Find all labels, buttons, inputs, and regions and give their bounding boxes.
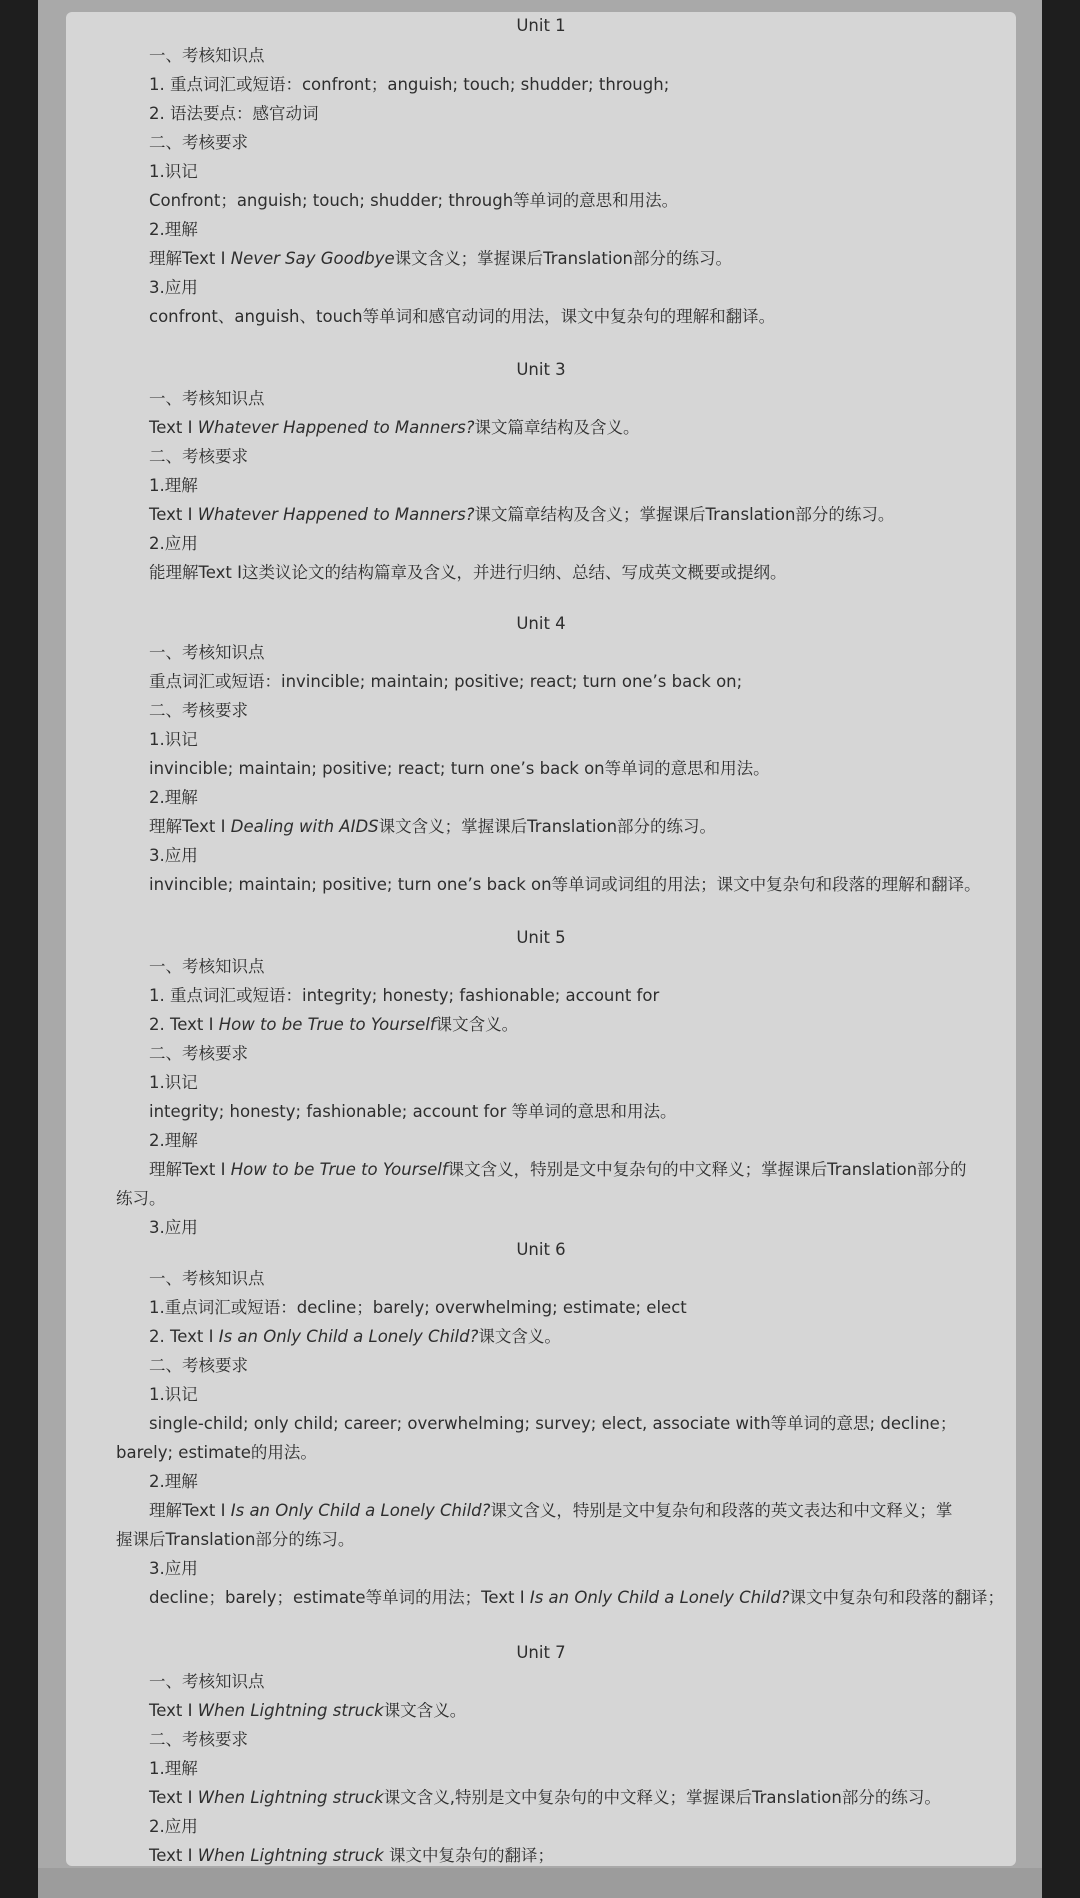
section-heading: 二、考核要求 [149, 1356, 248, 1375]
unit-title: Unit 7 [516, 1643, 566, 1662]
knowledge-item: 2. Text I Is an Only Child a Lonely Child?课文含义。 [149, 1327, 561, 1346]
requirement-label: 2.应用 [149, 1817, 198, 1836]
requirement-text: 理解Text I Dealing with AIDS课文含义；掌握课后Translation部分的练习。 [149, 817, 717, 836]
section-heading: 二、考核要求 [149, 1730, 248, 1749]
text-title: When Lightning struck [197, 1701, 384, 1720]
knowledge-item: 2. 语法要点：感官动词 [149, 104, 319, 123]
requirement-text: Text I When Lightning struck课文含义,特别是文中复杂句的中文释义；掌握课后Translation部分的练习。 [149, 1788, 941, 1807]
text-title: Whatever Happened to Manners? [197, 418, 475, 437]
requirement-label: 1.理解 [149, 476, 198, 495]
knowledge-item: 1. 重点词汇或短语：confront；anguish; touch; shudder; through; [149, 75, 670, 94]
requirement-label: 1.识记 [149, 1073, 198, 1092]
text-title: Is an Only Child a Lonely Child? [529, 1588, 790, 1607]
section-heading: 一、考核知识点 [149, 643, 265, 662]
document-page [66, 12, 1016, 1866]
requirement-text: invincible; maintain; positive; react; turn one’s back on等单词的意思和用法。 [149, 759, 770, 778]
text-title: How to be True to Yourself [230, 1160, 448, 1179]
unit-title: Unit 5 [516, 928, 566, 947]
section-heading: 一、考核知识点 [149, 957, 265, 976]
section-heading: 二、考核要求 [149, 133, 248, 152]
requirement-text: 能理解Text I这类议论文的结构篇章及含义，并进行归纳、总结、写成英文概要或提纲。 [149, 563, 787, 582]
section-heading: 一、考核知识点 [149, 46, 265, 65]
requirement-text: decline；barely；estimate等单词的用法；Text I Is an Only Child a Lonely Child?课文中复杂句和段落的翻译； [149, 1588, 1004, 1607]
text-title: Whatever Happened to Manners? [197, 505, 475, 524]
unit-title: Unit 3 [516, 360, 566, 379]
unit-title: Unit 1 [516, 16, 566, 35]
knowledge-item: 1. 重点词汇或短语：integrity; honesty; fashionable; account for [149, 986, 660, 1005]
text-title: How to be True to Yourself [218, 1015, 436, 1034]
requirement-text: 理解Text I Never Say Goodbye课文含义；掌握课后Translation部分的练习。 [149, 249, 733, 268]
text-title: When Lightning struck [197, 1788, 384, 1807]
requirement-label: 1.识记 [149, 730, 198, 749]
section-heading: 二、考核要求 [149, 1044, 248, 1063]
requirement-label: 1.识记 [149, 1385, 198, 1404]
knowledge-item: 重点词汇或短语：invincible; maintain; positive; react; turn one’s back on; [149, 672, 743, 691]
requirement-text: confront、anguish、touch等单词和感官动词的用法，课文中复杂句的理解和翻译。 [149, 307, 776, 326]
requirement-label: 1.理解 [149, 1759, 198, 1778]
requirement-text: Text I When Lightning struck 课文中复杂句的翻译； [149, 1846, 554, 1865]
requirement-label: 2.应用 [149, 534, 198, 553]
text-title: When Lightning struck [197, 1846, 384, 1865]
next-page-edge [38, 1868, 1042, 1898]
requirement-label: 2.理解 [149, 220, 198, 239]
requirement-label: 2.理解 [149, 1472, 198, 1491]
knowledge-item: Text I Whatever Happened to Manners?课文篇章结构及含义。 [149, 418, 640, 437]
section-heading: 一、考核知识点 [149, 389, 265, 408]
knowledge-item: Text I When Lightning struck课文含义。 [149, 1701, 467, 1720]
requirement-text: integrity; honesty; fashionable; account for 等单词的意思和用法。 [149, 1102, 677, 1121]
requirement-label: 2.理解 [149, 788, 198, 807]
requirement-label: 3.应用 [149, 1218, 198, 1237]
section-heading: 二、考核要求 [149, 447, 248, 466]
requirement-text: 理解Text I Is an Only Child a Lonely Child?课文含义，特别是文中复杂句和段落的英文表达和中文释义；掌握课后Translation部分的练习。 [116, 1501, 953, 1549]
requirement-label: 3.应用 [149, 846, 198, 865]
unit-title: Unit 6 [516, 1240, 566, 1259]
requirement-label: 3.应用 [149, 278, 198, 297]
section-heading: 一、考核知识点 [149, 1269, 265, 1288]
knowledge-item: 1.重点词汇或短语：decline；barely; overwhelming; estimate; elect [149, 1298, 687, 1317]
section-heading: 二、考核要求 [149, 701, 248, 720]
requirement-text: Text I Whatever Happened to Manners?课文篇章结构及含义；掌握课后Translation部分的练习。 [149, 505, 895, 524]
text-title: Never Say Goodbye [230, 249, 395, 268]
text-title: Dealing with AIDS [230, 817, 379, 836]
requirement-text: invincible; maintain; positive; turn one’s back on等单词或词组的用法；课文中复杂句和段落的理解和翻译。 [149, 875, 981, 894]
requirement-text: 理解Text I How to be True to Yourself课文含义，特别是文中复杂句的中文释义；掌握课后Translation部分的练习。 [116, 1160, 967, 1208]
requirement-text: single-child; only child; career; overwhelming; survey; elect, associate with等单词的意思; decline；barely; estimate的用法。 [116, 1414, 957, 1462]
text-title: Is an Only Child a Lonely Child? [230, 1501, 491, 1520]
unit-title: Unit 4 [516, 614, 566, 633]
requirement-label: 2.理解 [149, 1131, 198, 1150]
text-title: Is an Only Child a Lonely Child? [218, 1327, 479, 1346]
section-heading: 一、考核知识点 [149, 1672, 265, 1691]
requirement-label: 1.识记 [149, 162, 198, 181]
requirement-label: 3.应用 [149, 1559, 198, 1578]
knowledge-item: 2. Text I How to be True to Yourself课文含义。 [149, 1015, 519, 1034]
requirement-text: Confront；anguish; touch; shudder; through等单词的意思和用法。 [149, 191, 679, 210]
